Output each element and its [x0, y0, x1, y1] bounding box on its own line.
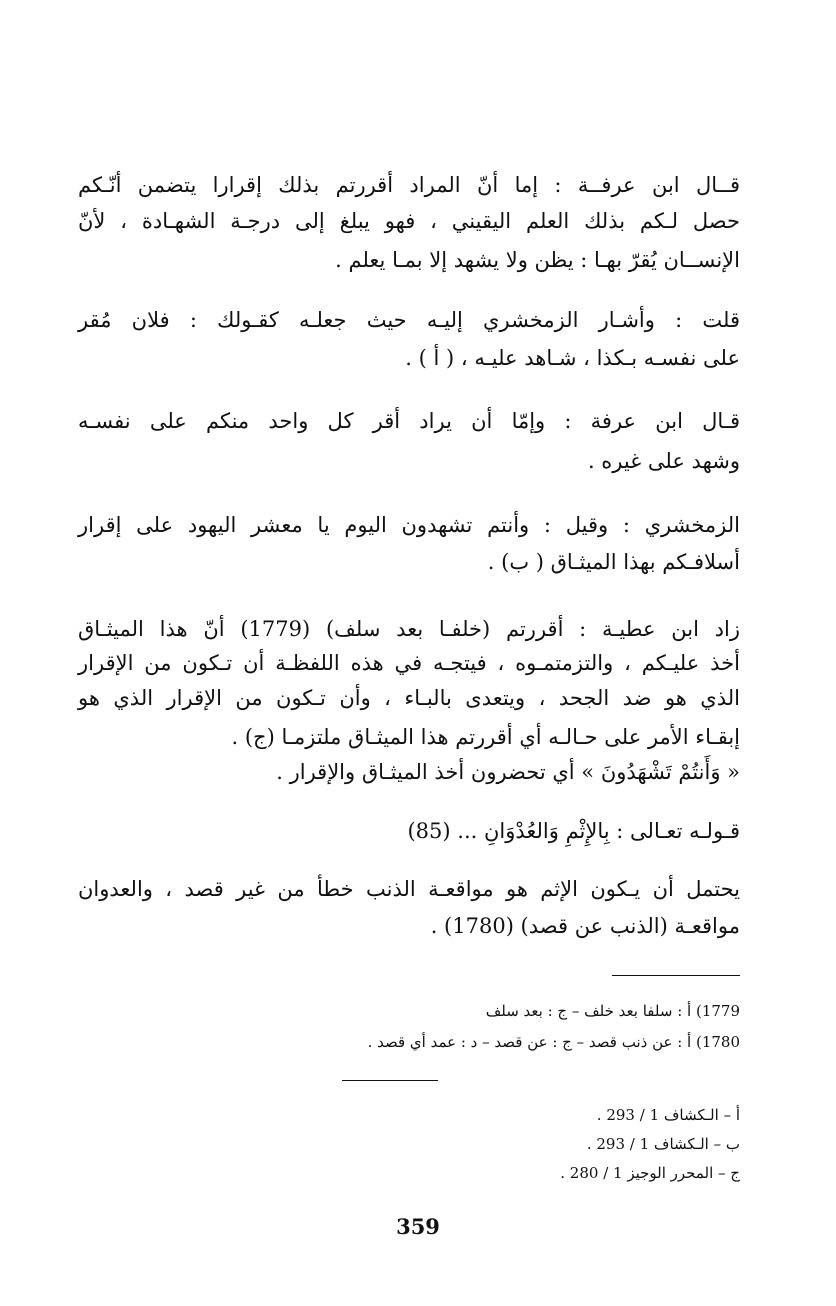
body-text-line: قــال ابن عرفــة : إما أنّ المراد أقررتم بذلك إقرارا يتضمن أنّـكم [78, 173, 740, 197]
body-text-line: قلت : وأشـار الزمخشري إليـه حيث جعلـه كقـولك : فلان مُقر [78, 308, 740, 332]
footnote-separator [612, 975, 740, 976]
body-text-line: أسلافـكم بهذا الميثـاق ( ب) . [487, 550, 740, 574]
source-note: ب – الـكشاف 1 / 293 . [586, 1135, 740, 1153]
body-text-line: الزمخشري : وقيل : وأنتم تشهدون اليوم يا معشر اليهود على إقرار [78, 513, 740, 537]
source-note: ج – المحرر الوجيز 1 / 280 . [560, 1164, 740, 1182]
body-text-line: حصل لـكم بذلك العلم اليقيني ، فهو يبلغ إلى درجـة الشهـادة ، لأنّ [78, 209, 740, 233]
body-text-line: « وَأَنتُمْ تَشْهَدُونَ » أي تحضرون أخذ الميثـاق والإقرار . [276, 760, 740, 784]
variant-note: 1779) أ : سلفا بعد خلف – ج : بعد سلف [485, 1002, 740, 1020]
page-number: 359 [396, 1214, 440, 1239]
body-text-line: قـولـه تعـالى : بِالإِثْمِ وَالعُدْوَانِ ... (85) [407, 819, 740, 843]
body-text-line: أخذ عليـكم ، والتزمتمـوه ، فيتجـه في هذه اللفظـة أن تـكون من الإقرار [78, 651, 740, 675]
body-text-line: وشهد على غيره . [587, 449, 740, 473]
body-text-line: زاد ابن عطيـة : أقررتم (خلفـا بعد سلف) (1779) أنّ هذا الميثـاق [78, 617, 740, 641]
body-text-line: يحتمل أن يـكون الإثم هو مواقعـة الذنب خطأ من غير قصد ، والعدوان [78, 877, 740, 901]
body-text-line: إبقـاء الأمر على حـالـه أي أقررتم هذا الميثـاق ملتزمـا (ج) . [231, 725, 740, 749]
body-text-line: الذي هو ضد الجحد ، ويتعدى بالبـاء ، وأن تـكون من الإقرار الذي هو [78, 686, 740, 710]
body-text-line: قـال ابن عرفة : وإمّا أن يراد أقر كل واحد منكم على نفسـه [78, 409, 740, 433]
body-text-line: الإنســان يُقرّ بهـا : يظن ولا يشهد إلا بمـا يعلم . [335, 248, 740, 272]
source-note: أ – الـكشاف 1 / 293 . [596, 1106, 740, 1124]
body-text-line: مواقعـة (الذنب عن قصد) (1780) . [430, 914, 740, 938]
source-separator [342, 1080, 438, 1081]
body-text-line: على نفسـه بـكذا ، شـاهد عليـه ، ( أ ) . [405, 346, 740, 370]
variant-note: 1780) أ : عن ذنب قصد – ج : عن قصد – د : عمد أي قصد . [367, 1033, 740, 1051]
